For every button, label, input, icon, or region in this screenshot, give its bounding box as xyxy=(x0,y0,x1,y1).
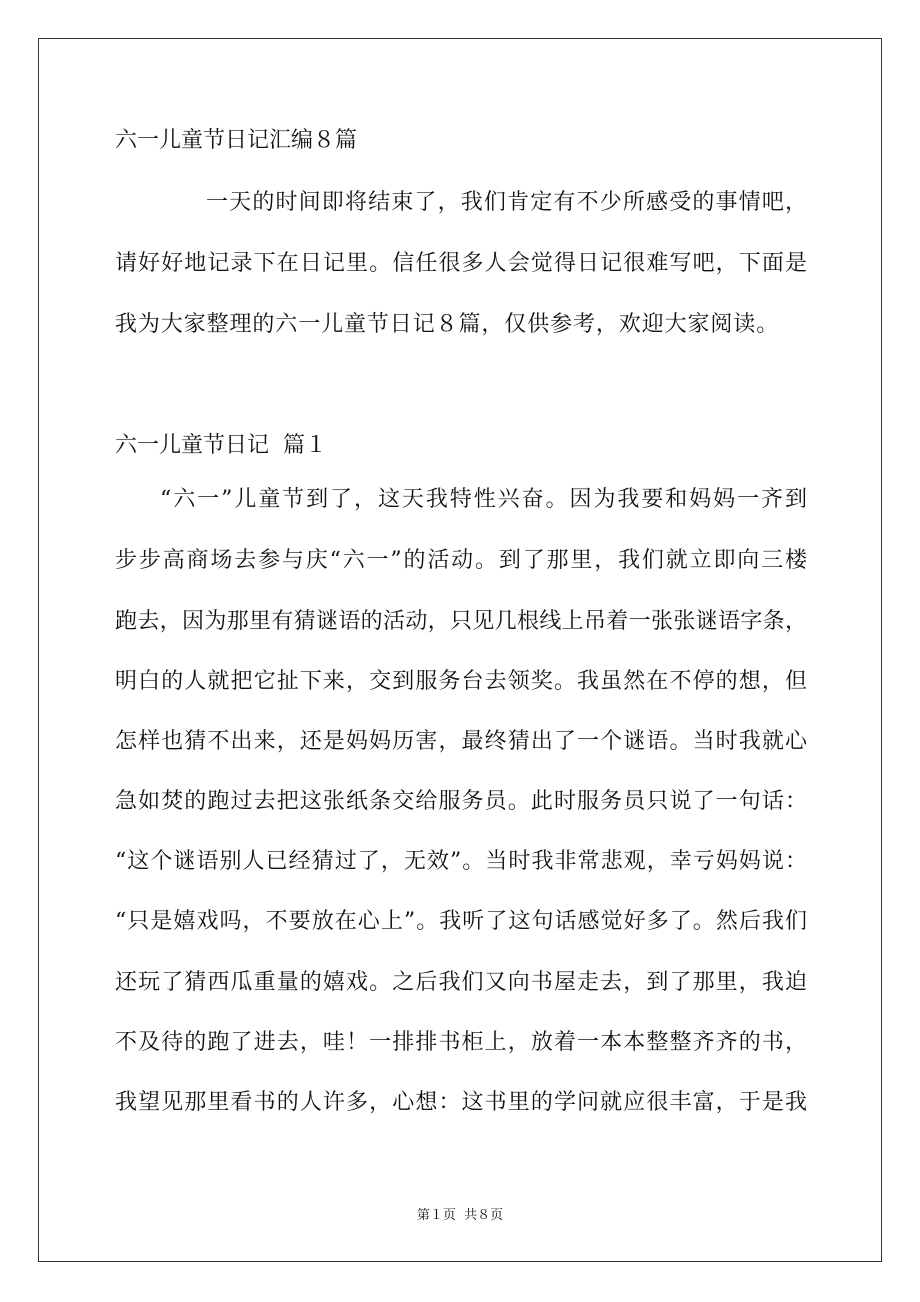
paragraph-line: 明白的人就把它扯下来，交到服务台去领奖。我虽然在不停的想，但 xyxy=(115,669,807,694)
paragraph-line: 步步高商场去参与庆“六一”的活动。到了那里，我们就立即向三楼 xyxy=(115,548,807,573)
intro-line: 请好好地记录下在日记里。信任很多人会觉得日记很难写吧，下面是 xyxy=(115,251,807,276)
paragraph-line: “只是嬉戏吗，不要放在心上”。我听了这句话感觉好多了。然后我们 xyxy=(115,909,807,934)
paragraph-line: “六一”儿童节到了，这天我特性兴奋。因为我要和妈妈一齐到 xyxy=(160,487,807,512)
paragraph-line: 我望见那里看书的人许多，心想：这书里的学问就应很丰富，于是我 xyxy=(115,1090,807,1115)
page-border xyxy=(38,38,882,1262)
paragraph-line: “这个谜语别人已经猜过了，无效”。当时我非常悲观，幸亏妈妈说： xyxy=(115,849,807,874)
paragraph-line: 还玩了猜西瓜重量的嬉戏。之后我们又向书屋走去，到了那里，我迫 xyxy=(115,970,807,995)
paragraph-line: 急如焚的跑过去把这张纸条交给服务员。此时服务员只说了一句话： xyxy=(115,789,807,814)
section-heading: 六一儿童节日记 篇１ xyxy=(115,433,327,458)
intro-line: 我为大家整理的六一儿童节日记８篇，仅供参考，欢迎大家阅读。 xyxy=(115,312,780,337)
intro-line: 一天的时间即将结束了，我们肯定有不少所感受的事情吧， xyxy=(206,190,807,215)
document-title: 六一儿童节日记汇编８篇 xyxy=(115,128,358,153)
paragraph-line: 怎样也猜不出来，还是妈妈历害，最终猜出了一个谜语。当时我就心 xyxy=(115,729,807,754)
page-number: 第１页 共８页 xyxy=(416,1208,504,1223)
paragraph-line: 跑去，因为那里有猜谜语的活动，只见几根线上吊着一张张谜语字条， xyxy=(115,609,807,634)
paragraph-line: 不及待的跑了进去，哇！一排排书柜上，放着一本本整整齐齐的书， xyxy=(115,1030,807,1055)
